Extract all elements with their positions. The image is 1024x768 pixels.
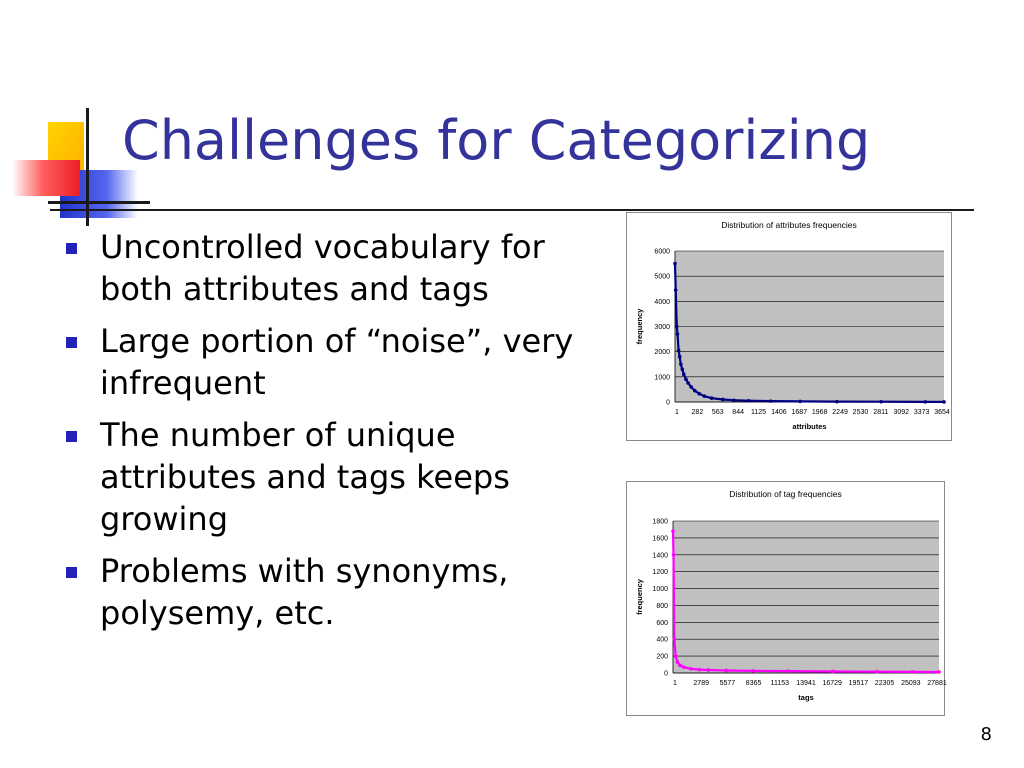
x-tick-label: 22305 [874, 680, 895, 687]
square-bullet-icon [66, 431, 77, 442]
slide-title: Challenges for Categorizing [122, 109, 871, 172]
data-point [689, 667, 693, 671]
data-point [732, 398, 736, 402]
y-tick-label: 1800 [652, 518, 668, 526]
bullet-text: The number of unique attributes and tags keeps growing [100, 416, 510, 538]
data-point [831, 670, 835, 674]
y-tick-label: 800 [656, 602, 668, 610]
square-bullet-icon [66, 567, 77, 578]
data-point [673, 262, 677, 266]
data-point [698, 668, 702, 672]
data-point [686, 381, 690, 385]
x-tick-label: 27881 [927, 680, 947, 687]
x-tick-label: 2811 [873, 409, 889, 416]
x-tick-label: 1406 [771, 409, 787, 416]
bullet-text: Uncontrolled vocabulary for both attributes and tags [100, 228, 545, 308]
y-tick-label: 1000 [652, 586, 668, 594]
x-tick-label: 563 [711, 409, 724, 416]
data-point [679, 362, 683, 366]
y-tick-label: 1000 [654, 374, 670, 382]
x-tick-label: 2530 [852, 409, 869, 416]
square-bullet-icon [66, 337, 77, 348]
data-point [676, 660, 680, 664]
x-tick-label: 13941 [796, 680, 816, 687]
x-axis-label: tags [798, 693, 814, 702]
y-tick-label: 3000 [654, 324, 670, 331]
y-tick-label: 5000 [654, 273, 670, 281]
data-point [689, 385, 693, 389]
data-point [747, 399, 751, 403]
x-tick-label: 3654 [934, 409, 950, 416]
chart-title: Distribution of tag frequencies [729, 489, 842, 499]
data-point [672, 553, 676, 557]
data-point [675, 325, 679, 329]
data-point [684, 378, 688, 382]
data-point [875, 670, 879, 674]
data-point [693, 389, 697, 393]
data-point [911, 670, 915, 674]
data-point [798, 400, 802, 404]
x-tick-label: 844 [732, 409, 744, 416]
data-point [879, 400, 883, 404]
data-point [724, 669, 728, 673]
x-tick-label: 1 [675, 409, 679, 416]
y-tick-label: 0 [666, 399, 670, 407]
data-point [682, 665, 686, 669]
x-tick-label: 5577 [719, 680, 736, 687]
y-tick-label: 0 [664, 670, 668, 678]
data-point [671, 529, 675, 533]
y-tick-label: 400 [656, 636, 668, 644]
data-point [786, 669, 790, 673]
data-point [923, 400, 927, 404]
data-point [674, 288, 678, 292]
x-tick-label: 3373 [913, 409, 930, 416]
chart-svg [627, 482, 947, 715]
data-point [678, 355, 682, 359]
data-point [835, 400, 839, 404]
page-number: 8 [980, 724, 992, 745]
square-bullet-icon [66, 243, 77, 254]
chart-svg [627, 213, 951, 440]
y-tick-label: 4000 [654, 298, 670, 306]
y-axis-label: frequency [635, 308, 644, 345]
y-tick-label: 600 [656, 619, 668, 627]
y-tick-label: 1600 [652, 535, 668, 543]
x-tick-label: 3092 [893, 409, 910, 416]
title-rule [50, 209, 974, 211]
y-tick-label: 200 [656, 653, 668, 661]
data-point [703, 394, 707, 398]
data-point [942, 400, 946, 404]
x-tick-label: 282 [691, 409, 704, 416]
y-tick-label: 6000 [654, 248, 670, 256]
data-point [678, 664, 682, 668]
data-point [677, 349, 681, 353]
x-tick-label: 1 [673, 680, 677, 687]
bullet-item [62, 550, 582, 634]
data-point [674, 654, 678, 658]
attributes-frequency-chart [626, 212, 952, 441]
x-tick-label: 11153 [770, 680, 790, 687]
data-point [710, 396, 714, 400]
tags-frequency-chart [626, 481, 945, 716]
plot-area [673, 521, 939, 673]
data-point [673, 637, 677, 641]
x-tick-label: 2249 [832, 409, 848, 416]
data-point [697, 392, 701, 396]
data-point [676, 332, 680, 336]
data-point [937, 670, 941, 674]
bullet-text: Problems with synonyms, polysemy, etc. [100, 552, 509, 632]
x-tick-label: 25093 [901, 680, 921, 687]
x-tick-label: 19517 [848, 680, 869, 687]
x-tick-label: 1968 [811, 409, 828, 416]
bullet-item [62, 320, 582, 404]
x-axis-label: attributes [792, 422, 827, 431]
bullet-list [62, 226, 582, 644]
y-axis-label: frequency [635, 579, 644, 615]
x-tick-label: 16729 [822, 680, 842, 687]
data-point [680, 367, 684, 371]
data-point [769, 399, 773, 403]
chart-title: Distribution of attributes frequencies [721, 220, 857, 230]
x-tick-label: 1687 [791, 409, 808, 416]
x-tick-label: 2789 [693, 680, 709, 687]
y-tick-label: 2000 [654, 349, 670, 357]
x-tick-label: 1125 [751, 409, 767, 416]
y-tick-label: 1200 [652, 569, 668, 577]
data-point [721, 398, 725, 402]
y-tick-label: 1400 [652, 552, 668, 560]
data-point [707, 668, 711, 672]
bullet-text: Large portion of “noise”, very infrequent [100, 322, 574, 402]
x-tick-label: 8365 [745, 680, 762, 687]
data-point [751, 669, 755, 673]
bullet-item [62, 414, 582, 540]
data-point [682, 373, 686, 377]
bullet-item [62, 226, 582, 310]
